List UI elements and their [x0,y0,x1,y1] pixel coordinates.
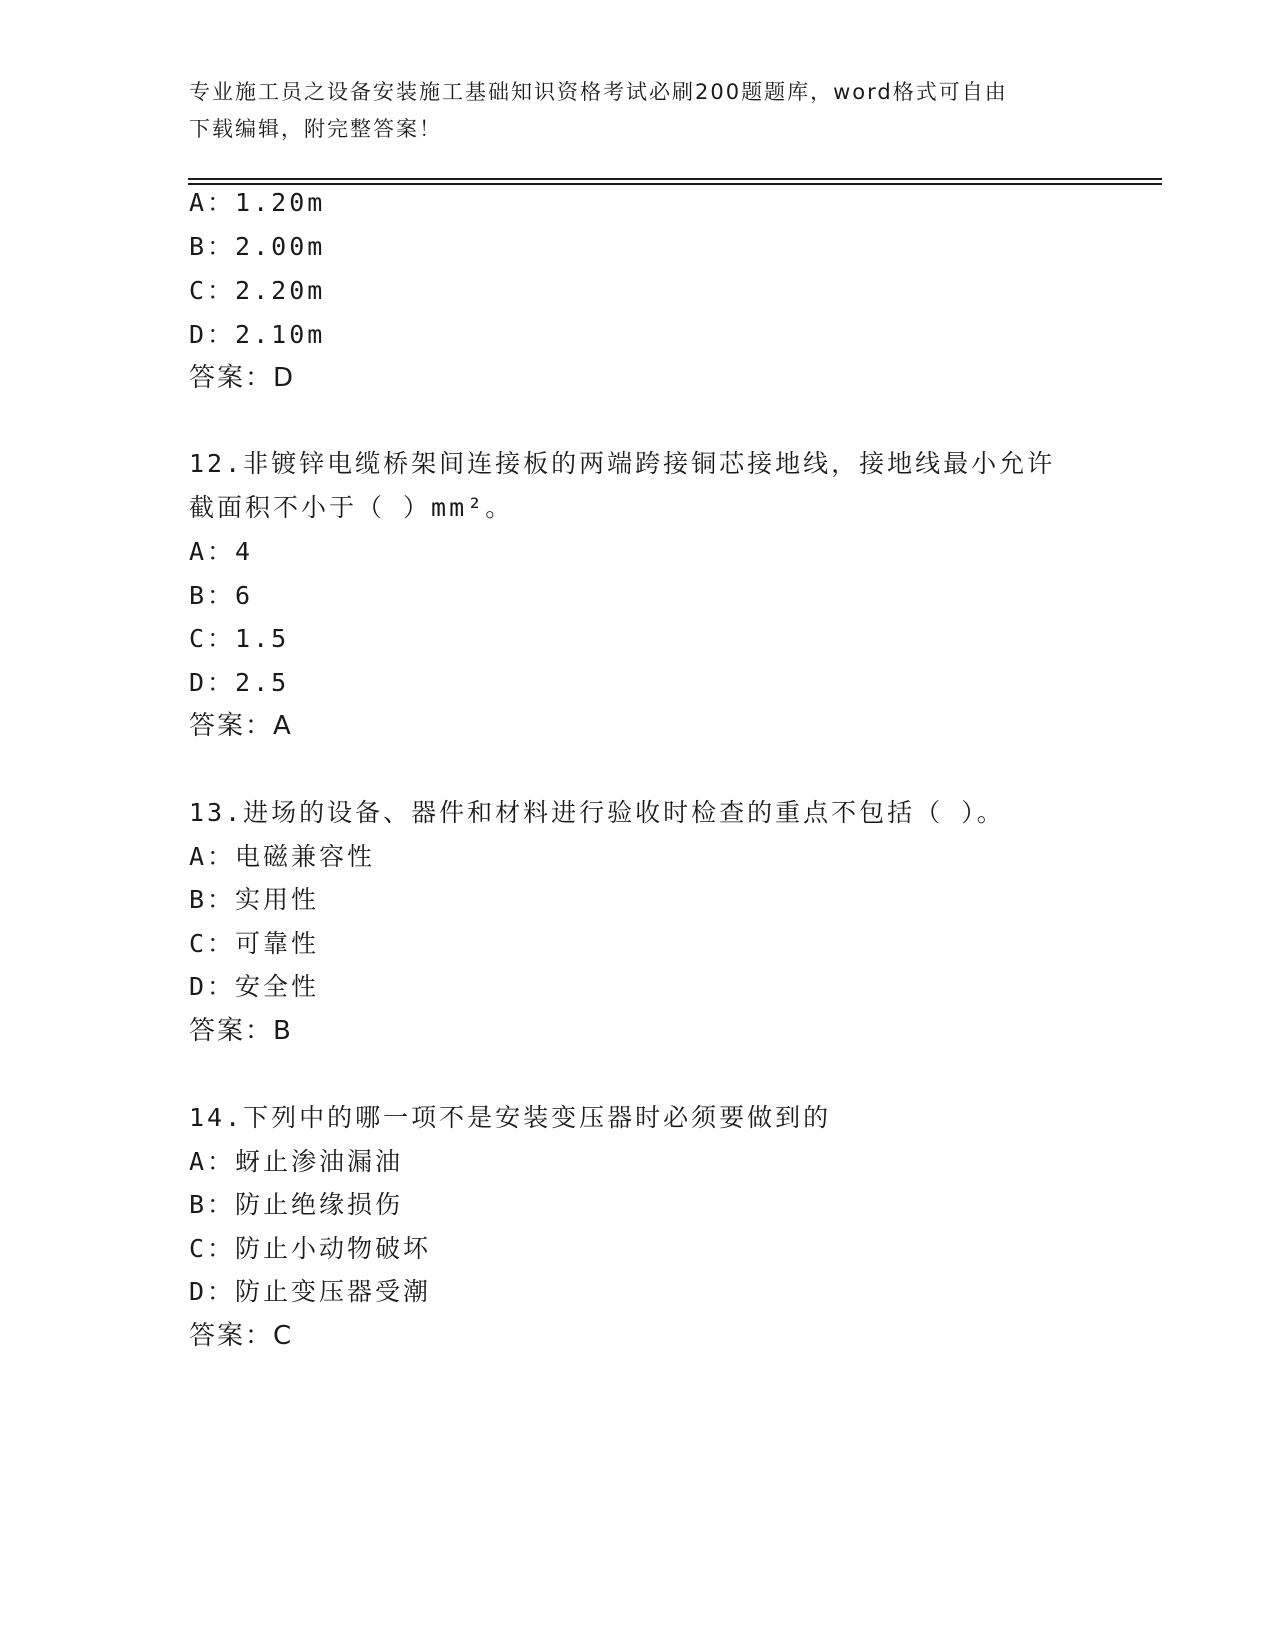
q11-option-d: D：2.10m [189,320,326,349]
header-divider-bottom [188,183,1162,185]
q14-stem-line-1: 14.下列中的哪一项不是安装变压器时必须要做到的 [189,1103,832,1132]
q13-option-c: C：可靠性 [189,929,320,958]
q14-answer: 答案：C [189,1321,294,1351]
header-divider-top [188,178,1162,180]
q12-option-a: A：4 [189,537,254,566]
header-line-1: 专业施工员之设备安装施工基础知识资格考试必刷200题题库，word格式可自由 [189,80,1008,104]
q13-stem-line-1: 13.进场的设备、器件和材料进行验收时检查的重点不包括（ ）。 [189,798,1005,827]
q12-stem-line-2: 截面积不小于（ ）mm²。 [189,493,514,522]
q13-option-a: A：电磁兼容性 [189,842,376,871]
q11-answer: 答案：D [189,363,296,393]
q13-option-b: B：实用性 [189,885,320,914]
q12-option-d: D：2.5 [189,668,290,697]
q12-option-b: B：6 [189,581,254,610]
q14-option-a: A：蚜止渗油漏油 [189,1147,404,1176]
q12-stem-line-1: 12.非镀锌电缆桥架间连接板的两端跨接铜芯接地线，接地线最小允许 [189,449,1056,478]
q14-option-c: C：防止小动物破坏 [189,1234,432,1263]
header-line-2: 下载编辑，附完整答案！ [189,117,442,141]
q13-option-d: D：安全性 [189,972,320,1001]
q12-answer: 答案：A [189,711,293,741]
q11-option-b: B：2.00m [189,232,326,261]
q11-option-a: A：1.20m [189,188,326,217]
q14-option-b: B：防止绝缘损伤 [189,1190,404,1219]
q13-answer: 答案：B [189,1016,293,1046]
q12-option-c: C：1.5 [189,624,290,653]
document-header [189,74,1089,148]
q11-option-c: C：2.20m [189,276,326,305]
q14-option-d: D：防止变压器受潮 [189,1277,432,1306]
